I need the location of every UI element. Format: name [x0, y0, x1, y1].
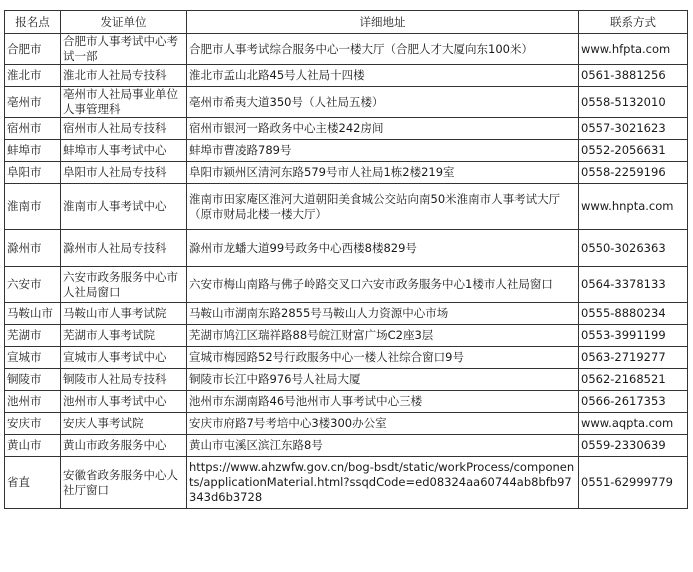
- cell-issuer: 阜阳市人社局专技科: [61, 162, 187, 184]
- cell-site: 宿州市: [5, 118, 61, 140]
- cell-address: 宿州市银河一路政务中心主楼242房间: [187, 118, 579, 140]
- cell-site: 马鞍山市: [5, 303, 61, 325]
- cell-contact: 0559-2330639: [579, 435, 688, 457]
- cell-issuer: 合肥市人事考试中心考试一部: [61, 34, 187, 65]
- registration-table: [4, 10, 688, 509]
- table-row: [5, 413, 688, 435]
- cell-issuer: 蚌埠市人事考试中心: [61, 140, 187, 162]
- cell-contact: www.aqpta.com: [579, 413, 688, 435]
- cell-contact: 0553-3991199: [579, 325, 688, 347]
- table-row: [5, 457, 688, 509]
- cell-contact: 0564-3378133: [579, 267, 688, 303]
- cell-site: 蚌埠市: [5, 140, 61, 162]
- table-row: [5, 347, 688, 369]
- header-site: 报名点: [5, 11, 61, 34]
- table-row: [5, 162, 688, 184]
- cell-site: 芜湖市: [5, 325, 61, 347]
- cell-contact: www.hfpta.com: [579, 34, 688, 65]
- cell-site: 合肥市: [5, 34, 61, 65]
- cell-address: 安庆市府路7号考培中心3楼300办公室: [187, 413, 579, 435]
- cell-site: 铜陵市: [5, 369, 61, 391]
- cell-site: 安庆市: [5, 413, 61, 435]
- table-row: [5, 267, 688, 303]
- header-issuer: 发证单位: [61, 11, 187, 34]
- cell-issuer: 芜湖市人事考试院: [61, 325, 187, 347]
- cell-issuer: 淮南市人事考试中心: [61, 184, 187, 230]
- table-row: [5, 369, 688, 391]
- cell-issuer: 池州市人事考试中心: [61, 391, 187, 413]
- cell-issuer: 亳州市人社局事业单位人事管理科: [61, 87, 187, 118]
- cell-contact: 0551-62999779: [579, 457, 688, 509]
- cell-address: 宣城市梅园路52号行政服务中心一楼人社综合窗口9号: [187, 347, 579, 369]
- cell-address: 淮南市田家庵区淮河大道朝阳美食城公交站向南50米淮南市人事考试大厅（原市财局北楼一楼大厅）: [187, 184, 579, 230]
- table-row: [5, 184, 688, 230]
- cell-contact: 0550-3026363: [579, 230, 688, 267]
- cell-site: 池州市: [5, 391, 61, 413]
- cell-address: 滁州市龙蟠大道99号政务中心西楼8楼829号: [187, 230, 579, 267]
- table-row: [5, 435, 688, 457]
- cell-site: 淮南市: [5, 184, 61, 230]
- table-row: [5, 230, 688, 267]
- cell-address: 合肥市人事考试综合服务中心一楼大厅（合肥人才大厦向东100米）: [187, 34, 579, 65]
- cell-issuer: 安庆人事考试院: [61, 413, 187, 435]
- cell-issuer: 滁州市人社局专技科: [61, 230, 187, 267]
- cell-site: 阜阳市: [5, 162, 61, 184]
- cell-address: 马鞍山市湖南东路2855号马鞍山人力资源中心市场: [187, 303, 579, 325]
- cell-site: 六安市: [5, 267, 61, 303]
- table-row: [5, 34, 688, 65]
- cell-address: 池州市东湖南路46号池州市人事考试中心三楼: [187, 391, 579, 413]
- cell-issuer: 六安市政务服务中心市人社局窗口: [61, 267, 187, 303]
- cell-site: 亳州市: [5, 87, 61, 118]
- table-row: [5, 118, 688, 140]
- cell-address: 蚌埠市曹凌路789号: [187, 140, 579, 162]
- cell-address: 亳州市希夷大道350号（人社局五楼）: [187, 87, 579, 118]
- cell-site: 省直: [5, 457, 61, 509]
- cell-contact: 0557-3021623: [579, 118, 688, 140]
- cell-address: 黄山市屯溪区滨江东路8号: [187, 435, 579, 457]
- cell-address: 六安市梅山南路与佛子岭路交叉口六安市政务服务中心1楼市人社局窗口: [187, 267, 579, 303]
- cell-contact: 0558-5132010: [579, 87, 688, 118]
- cell-issuer: 黄山市政务服务中心: [61, 435, 187, 457]
- table-row: [5, 140, 688, 162]
- registration-table-wrapper: [4, 10, 688, 509]
- cell-issuer: 淮北市人社局专技科: [61, 65, 187, 87]
- table-row: [5, 325, 688, 347]
- cell-address: https://www.ahzwfw.gov.cn/bog-bsdt/static/workProcess/components/applicationMaterial.html?ssqdCode=ed08324aa60744ab8bfb97343d6b3728: [187, 457, 579, 509]
- cell-contact: 0558-2259196: [579, 162, 688, 184]
- table-row: [5, 87, 688, 118]
- cell-site: 宣城市: [5, 347, 61, 369]
- header-contact: 联系方式: [579, 11, 688, 34]
- table-header-row: [5, 11, 688, 34]
- table-row: [5, 65, 688, 87]
- cell-contact: 0552-2056631: [579, 140, 688, 162]
- cell-issuer: 宿州市人社局专技科: [61, 118, 187, 140]
- cell-address: 芜湖市鸠江区瑞祥路88号皖江财富广场C2座3层: [187, 325, 579, 347]
- table-body: [5, 34, 688, 509]
- cell-address: 铜陵市长江中路976号人社局大厦: [187, 369, 579, 391]
- cell-issuer: 宣城市人事考试中心: [61, 347, 187, 369]
- table-row: [5, 391, 688, 413]
- cell-site: 黄山市: [5, 435, 61, 457]
- cell-contact: 0561-3881256: [579, 65, 688, 87]
- cell-site: 滁州市: [5, 230, 61, 267]
- cell-contact: 0566-2617353: [579, 391, 688, 413]
- cell-contact: 0563-2719277: [579, 347, 688, 369]
- cell-contact: 0555-8880234: [579, 303, 688, 325]
- cell-contact: 0562-2168521: [579, 369, 688, 391]
- cell-address: 淮北市孟山北路45号人社局十四楼: [187, 65, 579, 87]
- header-address: 详细地址: [187, 11, 579, 34]
- cell-site: 淮北市: [5, 65, 61, 87]
- cell-contact: www.hnpta.com: [579, 184, 688, 230]
- cell-issuer: 马鞍山市人事考试院: [61, 303, 187, 325]
- cell-address: 阜阳市颍州区清河东路579号市人社局1栋2楼219室: [187, 162, 579, 184]
- cell-issuer: 安徽省政务服务中心人社厅窗口: [61, 457, 187, 509]
- cell-issuer: 铜陵市人社局专技科: [61, 369, 187, 391]
- table-row: [5, 303, 688, 325]
